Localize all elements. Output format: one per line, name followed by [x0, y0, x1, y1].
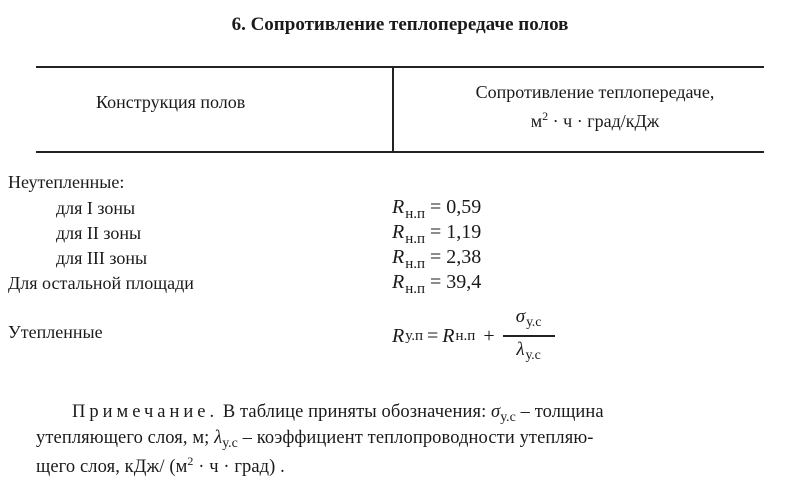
fraction-numerator: $\sigma_{у.с}$ [515, 306, 542, 331]
row-label-zone-2: для II зоны [56, 223, 142, 243]
table-title: 6. Сопротивление теплопередаче полов [231, 14, 569, 35]
fraction [503, 306, 555, 366]
column-header-resistance-line1: Сопротивление теплопередаче, [475, 82, 715, 102]
row-label-insulated: Утепленные [8, 322, 103, 342]
row-label-zone-3: для III зоны [56, 248, 148, 268]
column-divider [392, 66, 394, 152]
row-value-zone-1: $R_{н.п} = 0,59$ [392, 196, 482, 222]
note-line-2: утепляющего слоя, м; $\lambda_{у.с}$ – коэффициент теплопроводности утепляю- [36, 428, 594, 451]
row-value-zone-2: $R_{н.п} = 1,19$ [392, 221, 482, 247]
row-label-zone-1: для I зоны [56, 198, 136, 218]
column-header-construction: Конструкция полов [96, 92, 246, 112]
top-rule [36, 66, 764, 68]
column-header-resistance [400, 80, 790, 133]
fraction-bar [503, 335, 555, 337]
row-value-zone-3: $R_{н.п} = 2,38$ [392, 246, 482, 272]
fraction-denominator: $\lambda_{у.с}$ [516, 338, 541, 363]
row-label-remaining-area: Для остальной площади [8, 273, 194, 293]
note-line-3: щего слоя, кДж/ ($м^2 \cdot ч$ · град) . [36, 454, 285, 477]
note-heading: Примечание. [72, 402, 219, 422]
insulated-formula: R у.п = R н.п + $\frac{\sigma_{у.с}}{\lambda_{у.с}}$ [392, 300, 555, 372]
column-header-resistance-unit: $м^2 \cdot ч$ · град/кДж [530, 109, 660, 131]
row-value-remaining-area: $R_{н.п} = 39,4$ [392, 271, 482, 297]
note-line-1: Примечание. В таблице приняты обозначения: $\sigma_{у.с}$ – толщина [72, 402, 604, 425]
row-label-uninsulated: Неутепленные: [8, 172, 125, 192]
header-bottom-rule [36, 151, 764, 153]
